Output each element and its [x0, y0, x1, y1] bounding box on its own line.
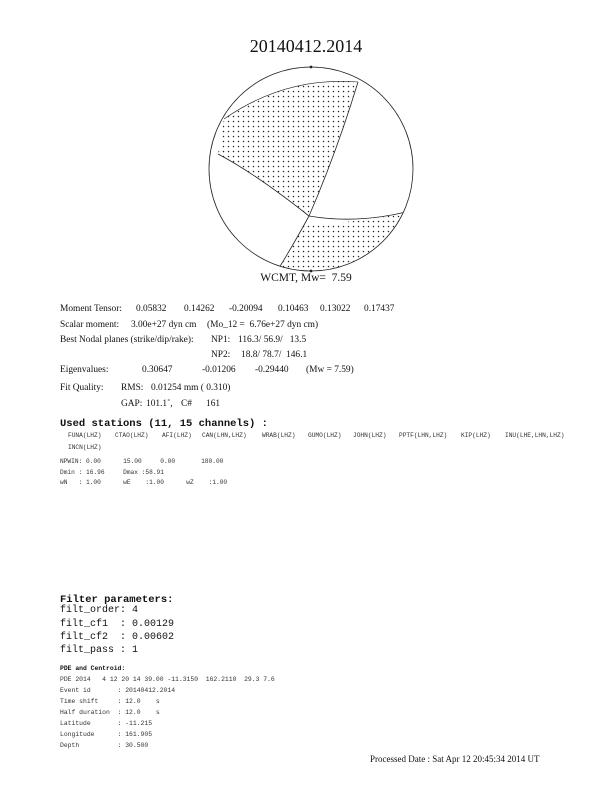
top-marker — [310, 66, 313, 69]
station-item: GUMO(LHZ) — [308, 432, 342, 439]
eigenvalue: -0.01206 — [202, 365, 236, 375]
station-item: INCN(LHZ) — [68, 444, 102, 451]
pde-line: PDE 2014 4 12 20 14 39.00 -11.3150 162.2110 29.3 7.6 — [60, 676, 275, 683]
nodal-planes-label: Best Nodal planes (strike/dip/rake): — [60, 335, 194, 345]
pde-line: Depth : 30.500 — [60, 742, 149, 749]
gap-value: 101.1˚, — [146, 399, 173, 409]
filter-title: Filter parameters: — [60, 594, 174, 606]
npwin-line: NPWIN: 0.00 15.00 0.00 180.00 — [60, 458, 224, 465]
eigenvalues-mw: (Mw = 7.59) — [306, 365, 354, 375]
station-item: CTAO(LHZ) — [115, 432, 149, 439]
pde-line: Time shift : 12.0 s — [60, 698, 160, 705]
c-value: 161 — [206, 399, 221, 409]
c-label: C# — [181, 399, 192, 409]
pde-line: Half duration : 12.0 s — [60, 709, 160, 716]
np2-label: NP2: — [211, 350, 231, 360]
moment-tensor-label: Moment Tensor: — [60, 304, 122, 314]
dmin-line: Dmin : 16.96 Dmax :58.91 — [60, 469, 164, 476]
fit-quality-label: Fit Quality: — [60, 383, 104, 393]
station-item: INU(LHE,LHN,LHZ) — [505, 432, 565, 439]
scalar-moment-mo12: (Mo_12 = 6.76e+27 dyn cm) — [207, 320, 319, 330]
filter-line: filt_cf1 : 0.00129 — [60, 619, 175, 630]
np1-label: NP1: — [211, 335, 231, 345]
station-item: CAN(LHN,LHZ) — [202, 432, 247, 439]
moment-tensor-value: 0.17437 — [364, 304, 395, 314]
filter-line: filt_order: 4 — [60, 605, 139, 616]
station-item: JOHN(LHZ) — [353, 432, 387, 439]
moment-tensor-value: 0.13022 — [320, 304, 351, 314]
beachball-label: WCMT, Mw= 7.59 — [260, 272, 352, 284]
station-item: WRAB(LHZ) — [262, 432, 296, 439]
pde-line: Longitude : 161.905 — [60, 731, 153, 738]
gap-label: GAP: — [121, 399, 143, 409]
np1-value: 116.3/ 56.9/ 13.5 — [238, 335, 307, 345]
processed-date: Processed Date : Sat Apr 12 20:45:34 2014 UT — [370, 754, 540, 764]
page-title: 20140412.2014 — [249, 36, 363, 56]
beachball-diagram — [206, 64, 416, 274]
moment-tensor-value: 0.14262 — [184, 304, 215, 314]
filter-line: filt_cf2 : 0.00602 — [60, 632, 175, 643]
pde-line: Latitude : -11.215 — [60, 720, 153, 727]
stations-title: Used stations (11, 15 channels) : — [60, 418, 268, 430]
moment-tensor-value: 0.10463 — [278, 304, 309, 314]
scalar-moment-value: 3.00e+27 dyn cm — [131, 320, 197, 330]
station-item: PPTF(LHN,LHZ) — [399, 432, 448, 439]
pde-title: PDE and Centroid: — [60, 665, 126, 672]
filter-line: filt_pass : 1 — [60, 645, 139, 656]
eigenvalue: 0.30647 — [142, 365, 173, 375]
moment-tensor-value: -0.20094 — [229, 304, 263, 314]
eigenvalues-label: Eigenvalues: — [60, 365, 109, 375]
weights-line: wN : 1.00 wE :1.00 wZ :1.00 — [60, 479, 228, 486]
np2-value: 18.8/ 78.7/ 146.1 — [241, 350, 308, 360]
moment-tensor-value: 0.05832 — [136, 304, 167, 314]
station-item: KIP(LHZ) — [461, 432, 491, 439]
eigenvalue: -0.29440 — [255, 365, 289, 375]
compressional-quadrant-upper — [218, 81, 358, 216]
pde-line: Event id : 20140412.2014 — [60, 687, 176, 694]
station-item: AFI(LHZ) — [162, 432, 192, 439]
rms-label: RMS: — [121, 383, 144, 393]
station-item: FUNA(LHZ) — [68, 432, 102, 439]
rms-value: 0.01254 mm ( 0.310) — [151, 383, 231, 393]
scalar-moment-label: Scalar moment: — [60, 320, 120, 330]
